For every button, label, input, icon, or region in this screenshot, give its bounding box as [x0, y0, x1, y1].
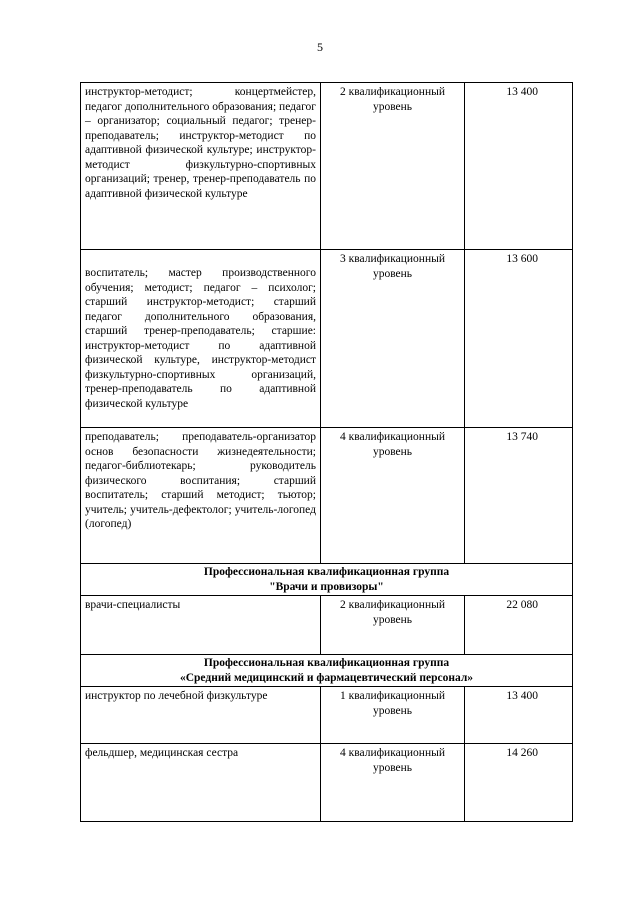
- level-cell: 4 квалификационный уровень: [321, 428, 465, 564]
- group-header-title: Профессиональная квалификационная группа: [203, 657, 450, 669]
- table-row: [81, 687, 573, 744]
- salary-cell: 14 260: [465, 744, 573, 822]
- salary-table: [80, 82, 573, 822]
- position-text: воспитатель; мастер производственного обучения; методист; педагог – психолог; старший инструктор-методист; старший педагог дополнительного образования, старший тренер-преподаватель; старшие: инструктор-методист по адаптивной физической культуре, инструктор-методист физкультурно-спортивных организаций, тренер-преподаватель по адаптивной физической культуре: [85, 267, 316, 410]
- level-cell: 4 квалификационный уровень: [321, 744, 465, 822]
- table-row: [81, 83, 573, 250]
- table-row: [81, 744, 573, 822]
- salary-cell: 13 400: [465, 83, 573, 250]
- group-header-row: [81, 655, 573, 687]
- position-cell: фельдшер, медицинская сестра: [81, 744, 321, 822]
- table-row: [81, 250, 573, 428]
- salary-cell: 13 400: [465, 687, 573, 744]
- group-header-name: "Врачи и провизоры": [269, 580, 384, 593]
- group-header-name: «Средний медицинский и фармацевтический персонал»: [179, 671, 474, 684]
- position-cell: преподаватель; преподаватель-организатор основ безопасности жизнедеятельности; педагог-библиотекарь; руководитель физического воспитания; старший воспитатель; старший методист; тьютор; учитель; учитель-дефектолог; учитель-логопед (логопед): [81, 428, 321, 564]
- position-cell: [81, 250, 321, 428]
- group-header-row: [81, 564, 573, 596]
- page-number: 5: [317, 40, 323, 54]
- position-cell: инструктор по лечебной физкультуре: [81, 687, 321, 744]
- table-row: [81, 596, 573, 655]
- position-cell: врачи-специалисты: [81, 596, 321, 655]
- level-cell: 3 квалификационный уровень: [321, 250, 465, 428]
- table-row: [81, 428, 573, 564]
- group-header: [81, 655, 573, 687]
- level-cell: 2 квалификационный уровень: [321, 83, 465, 250]
- salary-cell: 13 740: [465, 428, 573, 564]
- salary-cell: 22 080: [465, 596, 573, 655]
- salary-cell: 13 600: [465, 250, 573, 428]
- group-header-title: Профессиональная квалификационная группа: [203, 566, 450, 578]
- level-cell: 1 квалификационный уровень: [321, 687, 465, 744]
- group-header: [81, 564, 573, 596]
- position-cell: инструктор-методист; концертмейстер, педагог дополнительного образования; педагог – организатор; социальный педагог; тренер-преподаватель; инструктор-методист по адаптивной физической культуре; инструктор-методист физкультурно-спортивных организаций; тренер, тренер-преподаватель по адаптивной физической культуре: [81, 83, 321, 250]
- level-cell: 2 квалификационный уровень: [321, 596, 465, 655]
